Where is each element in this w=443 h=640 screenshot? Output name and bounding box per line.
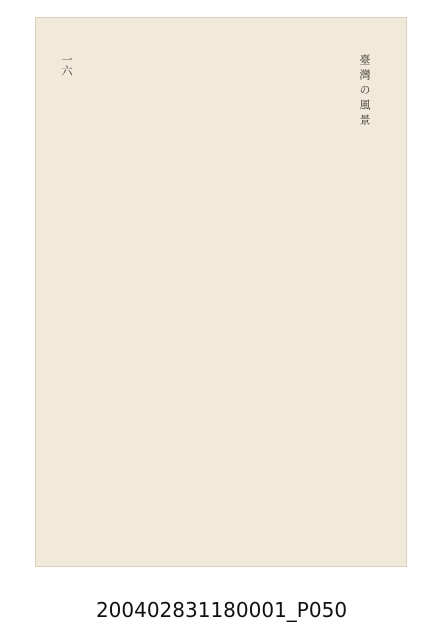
catalogue-number: 200402831180001_P050 (95, 598, 348, 622)
text-block (80, 48, 342, 546)
book-page (36, 18, 406, 566)
running-head: 臺灣の風景 (358, 54, 371, 129)
page-number: 一六 (60, 54, 73, 76)
